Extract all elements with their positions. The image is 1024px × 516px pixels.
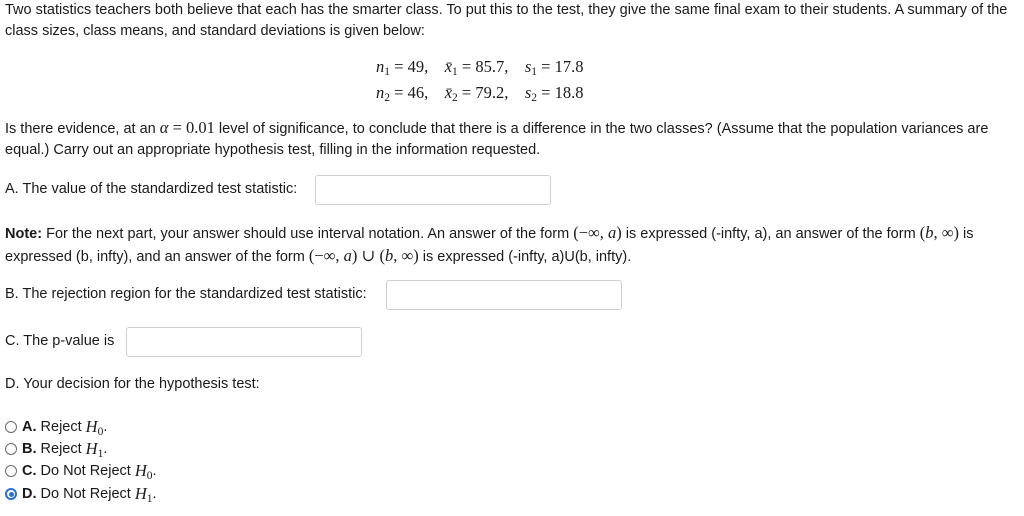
choice-letter: A. [22,419,37,435]
question-pre: Is there evidence, at an [5,121,160,137]
n1-value: 49 [407,57,425,76]
stats-row-2: $n_2 = 46$, $x̄_2 = 79.2$, $s_2 = 18.8$ [376,83,584,104]
choice-letter: B. [22,441,37,457]
note-text-2: is expressed (-infty, a), an answer of the form [621,226,920,242]
question-post: level of significance, to conclude that there is a difference in the two classes? (Assume that the population variances are equal.) Carry out an appropriate hypothesis test, filling in the information requested. [5,121,989,158]
choice-text: Reject [40,419,82,435]
interval-note [5,222,1010,268]
part-b-label: B. The rejection region for the standardized test statistic: [5,286,367,302]
radio-a[interactable] [5,421,17,433]
note-text-3: is expressed (b, infty), and an answer of the form [5,226,974,265]
part-c-label: C. The p-value is [5,333,115,349]
note-text-4: is expressed (-infty, a)U(b, infty). [418,249,632,265]
interval-b-inf: (b, ∞) [919,223,959,242]
choice-letter: C. [22,463,37,479]
choice-text: Do Not Reject [40,486,131,502]
decision-option-c[interactable]: C. Do Not Reject $H_0$ . [5,461,157,481]
xbar2-value: 79.2 [475,83,505,102]
xbar1-value: 85.7 [475,57,505,76]
hypothesis-symbol: H [134,483,147,503]
interval-neg-inf-a: (−∞, a) [573,223,622,242]
choice-text: Do Not Reject [40,463,131,479]
hypothesis-subscript: 1 [146,492,153,505]
radio-c[interactable] [5,465,17,477]
s1-value: 17.8 [554,57,584,76]
question-text: Is there evidence, at an α = 0.01 level of significance, to conclude that there is a difference in the two classes? (Assume that the population variances are equal.) Carry out an appropriate hypothesis test, filling in the information requested. [5,118,989,158]
part-d-label: D. Your decision for the hypothesis test: [5,376,260,392]
decision-option-a[interactable]: A. Reject $H_0$ . [5,417,107,437]
decision-option-d[interactable]: D. Do Not Reject $H_1$ . [5,484,157,504]
hypothesis-symbol: H [85,416,98,436]
note-title: Note: [5,226,43,242]
radio-d[interactable] [5,488,17,500]
statistics-summary [376,57,676,107]
hypothesis-subscript: 1 [97,447,104,460]
rejection-region-input[interactable] [386,280,622,310]
choice-letter: D. [22,486,37,502]
hypothesis-subscript: 0 [146,469,153,482]
decision-option-b[interactable]: B. Reject $H_1$ . [5,439,107,459]
s2-value: 18.8 [554,83,584,102]
choice-text: Reject [40,441,82,457]
p-value-input[interactable] [126,327,362,357]
problem-intro: Two statistics teachers both believe that each has the smarter class. To put this to the test, they give the same final exam to their students. A summary of the class sizes, class means, and standard deviations is given below: [5,2,1008,39]
hypothesis-symbol: H [134,460,147,480]
alpha-value: 0.01 [186,118,215,137]
hypothesis-symbol: H [85,438,98,458]
hypothesis-subscript: 0 [97,425,104,438]
part-a-label: A. The value of the standardized test statistic: [5,181,298,197]
interval-union: (−∞, a) ∪ (b, ∞) [308,246,419,265]
n2-value: 46 [407,83,425,102]
test-statistic-input[interactable] [315,175,551,205]
note-text-1: For the next part, your answer should use interval notation. An answer of the form [42,226,574,242]
stats-row-1: $n_1 = 49$, $x̄_1 = 85.7$, $s_1 = 17.8$ [376,57,584,78]
radio-b[interactable] [5,443,17,455]
